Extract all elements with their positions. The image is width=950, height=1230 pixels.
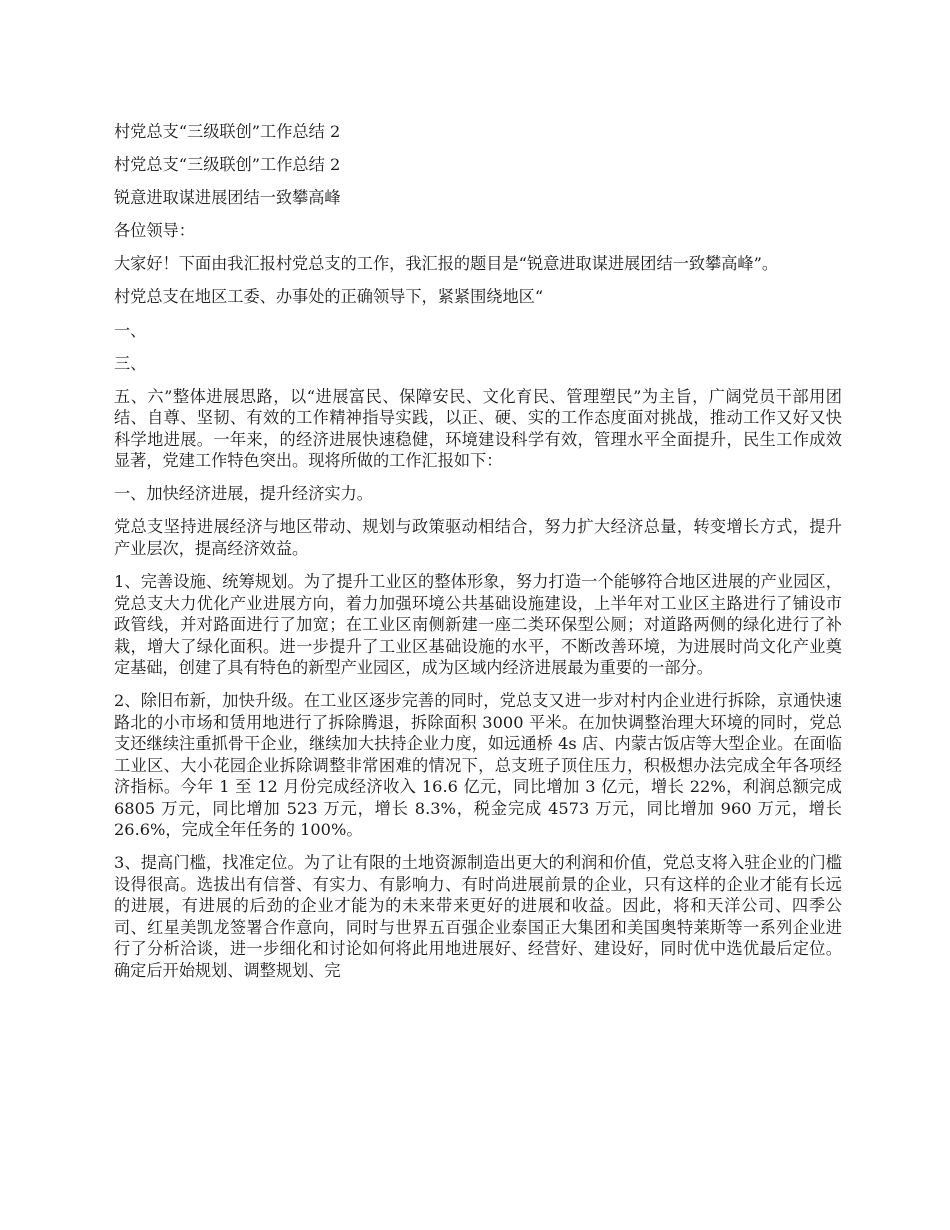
speech-title: 锐意进取谋进展团结一致攀高峰 <box>114 188 341 208</box>
paragraph: 三、 <box>114 353 147 373</box>
paragraph: 3、提高门槛，找准定位。为了让有限的土地资源制造出更大的利润和价值，党总支将入驻企业的门槛设得很高。选拔出有信誉、有实力、有影响力、有时尚进展前景的企业，只有这样的企业才能有长远的进展，有进展的后劲的企业才能为的未来带来更好的进展和收益。因此，将和天洋公司、四季公司、红星美凯龙签署合作意向，同时与世界五百强企业泰国正大集团和美国奥特莱斯等一系列企业进行了分析洽谈，进一步细化和讨论如何将此用地进展好、经营好、建设好，同时优中选优最后定位。确定后开始规划、调整规划、完 <box>114 853 842 980</box>
paragraph: 五、六”整体进展思路，以“进展富民、保障安民、文化育民、管理塑民”为主旨，广阔党员干部用团结、自尊、坚韧、有效的工作精神指导实践，以正、硬、实的工作态度面对挑战，推动工作又好又快科学地进展。一年来，的经济进展快速稳健，环境建设科学有效，管理水平全面提升，民生工作成效显著，党建工作特色突出。现将所做的工作汇报如下： <box>114 386 842 471</box>
document-body <box>114 121 842 993</box>
salutation: 各位领导： <box>114 221 195 241</box>
section-heading: 一、加快经济进展，提升经济实力。 <box>114 484 373 504</box>
paragraph: 1、完善设施、统筹规划。为了提升工业区的整体形象，努力打造一个能够符合地区进展的产业园区，党总支大力优化产业进展方向，着力加强环境公共基础设施建设，上半年对工业区主路进行了铺设市政管线，并对路面进行了加宽；在工业区南侧新建一座二类环保型公厕；对道路两侧的绿化进行了补栽，增大了绿化面积。进一步提升了工业区基础设施的水平，不断改善环境，为进展时尚文化产业奠定基础，创建了具有特色的新型产业园区，成为区域内经济进展最为重要的一部分。 <box>114 572 842 678</box>
document-title: 村党总支“三级联创”工作总结 2 <box>114 122 341 141</box>
document-subtitle: 村党总支“三级联创”工作总结 2 <box>114 155 341 175</box>
paragraph: 2、除旧布新，加快升级。在工业区逐步完善的同时，党总支又进一步对村内企业进行拆除，京通快速路北的小市场和赁用地进行了拆除腾退，拆除面积 3000 平米。在加快调整治理大环境的同时，党总支还继续注重抓骨干企业，继续加大扶持企业力度，如远通桥 4s 店、内蒙古饭店等大型企业。在面临工业区、大小花园企业拆除调整非常困难的情况下，总支班子顶住压力，积极想办法完成全年各项经济指标。今年 1 至 12 月份完成经济收入 16.6 亿元，同比增加 3 亿元，增长 22%，利润总额完成 6805 万元，同比增加 523 万元，增长 8.3%，税金完成 4573 万元，同比增加 960 万元，增长 26.6%，完成全年任务的 100%。 <box>114 691 842 840</box>
paragraph: 村党总支在地区工委、办事处的正确领导下，紧紧围绕地区“ <box>114 287 544 307</box>
paragraph: 党总支坚持进展经济与地区带动、规划与政策驱动相结合，努力扩大经济总量，转变增长方式，提升产业层次，提高经济效益。 <box>114 517 842 558</box>
paragraph: 一、 <box>114 320 147 340</box>
paragraph: 大家好！下面由我汇报村党总支的工作，我汇报的题目是“锐意进取谋进展团结一致攀高峰”。 <box>114 254 779 274</box>
